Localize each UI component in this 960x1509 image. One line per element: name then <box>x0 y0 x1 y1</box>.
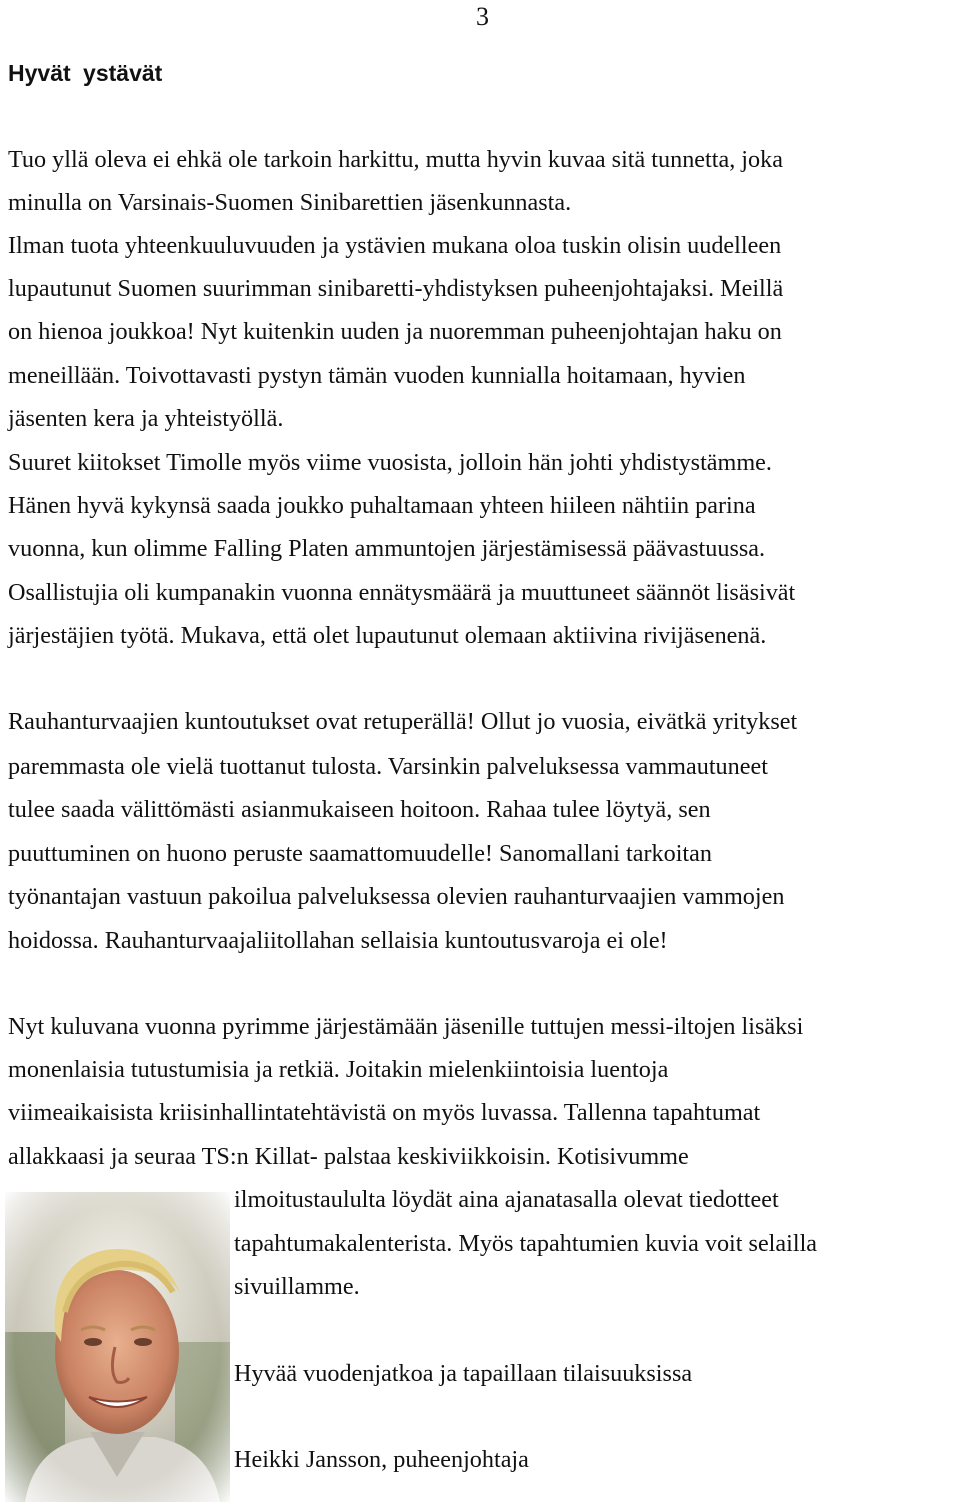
text-line: puuttuminen on huono peruste saamattomuudelle! Sanomallani tarkoitan <box>8 840 712 867</box>
text-line: monenlaisia tutustumisia ja retkiä. Joitakin mielenkiintoisia luentoja <box>8 1056 669 1083</box>
text-line: Suuret kiitokset Timolle myös viime vuosista, jolloin hän johti yhdistystämme. <box>8 449 772 476</box>
text-line: tulee saada välittömästi asianmukaiseen hoitoon. Rahaa tulee löytyä, sen <box>8 796 711 823</box>
text-line: jäsenten kera ja yhteistyöllä. <box>8 405 284 432</box>
text-line: Hänen hyvä kykynsä saada joukko puhaltamaan yhteen hiileen nähtiin parina <box>8 492 756 519</box>
text-line: järjestäjien työtä. Mukava, että olet lupautunut olemaan aktiivina rivijäsenenä. <box>8 622 767 649</box>
closing-line: Hyvää vuodenjatkoa ja tapaillaan tilaisuuksissa <box>234 1360 693 1387</box>
text-line: Ilman tuota yhteenkuuluvuuden ja ystävien mukana oloa tuskin olisin uudelleen <box>8 232 782 259</box>
text-line: on hienoa joukkoa! Nyt kuitenkin uuden ja nuoremman puheenjohtajan haku on <box>8 318 782 345</box>
text-line: työnantajan vastuun pakoilua palveluksessa olevien rauhanturvaajien vammojen <box>8 883 785 910</box>
text-line: Tuo yllä oleva ei ehkä ole tarkoin harkittu, mutta hyvin kuvaa sitä tunnetta, joka <box>8 146 783 173</box>
text-line: Nyt kuluvana vuonna pyrimme järjestämään jäsenille tuttujen messi-iltojen lisäksi <box>8 1013 804 1040</box>
text-line: meneillään. Toivottavasti pystyn tämän vuoden kunnialla hoitamaan, hyvien <box>8 362 746 389</box>
text-line: ilmoitustaululta löydät aina ajanatasalla olevat tiedotteet <box>234 1186 779 1213</box>
text-line: paremmasta ole vielä tuottanut tulosta. Varsinkin palveluksessa vammautuneet <box>8 753 768 780</box>
text-line: lupautunut Suomen suurimman sinibaretti-yhdistyksen puheenjohtajaksi. Meillä <box>8 275 784 302</box>
text-line: minulla on Varsinais-Suomen Sinibarettien jäsenkunnasta. <box>8 189 572 216</box>
text-line: hoidossa. Rauhanturvaajaliitollahan sellaisia kuntoutusvaroja ei ole! <box>8 927 668 954</box>
text-line: tapahtumakalenterista. Myös tapahtumien kuvia voit selailla <box>234 1230 818 1257</box>
author-photo <box>5 1192 230 1502</box>
text-line: sivuillamme. <box>234 1273 360 1300</box>
signature: Heikki Jansson, puheenjohtaja <box>234 1446 529 1473</box>
page-number: 3 <box>476 2 489 31</box>
page-heading: Hyvät ystävät <box>8 60 163 86</box>
text-line: allakkaasi ja seuraa TS:n Killat- palstaa keskiviikkoisin. Kotisivumme <box>8 1143 689 1170</box>
text-line: Rauhanturvaajien kuntoutukset ovat retuperällä! Ollut jo vuosia, eivätkä yritykset <box>8 708 798 735</box>
text-line: vuonna, kun olimme Falling Platen ammuntojen järjestämisessä päävastuussa. <box>8 535 766 562</box>
text-line: viimeaikaisista kriisinhallintatehtävistä on myös luvassa. Tallenna tapahtumat <box>8 1099 761 1126</box>
text-line: Osallistujia oli kumpanakin vuonna ennätysmäärä ja muuttuneet säännöt lisäsivät <box>8 579 796 606</box>
